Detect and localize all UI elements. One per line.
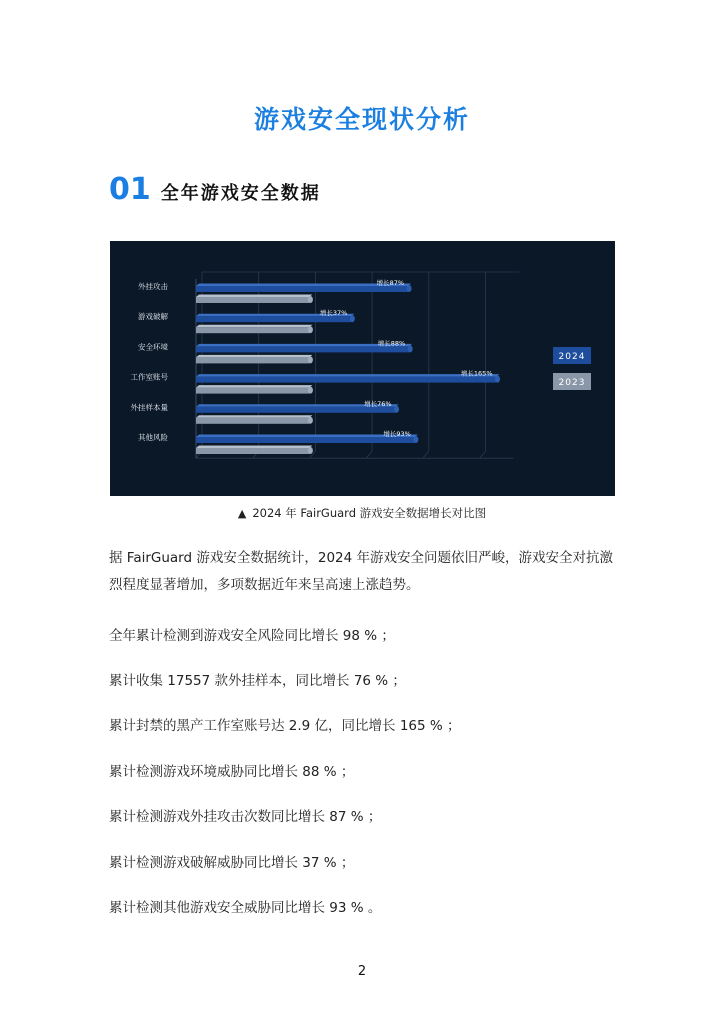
bar-cap <box>308 296 313 303</box>
bar-2023 <box>196 448 309 454</box>
page-title: 游戏安全现状分析 <box>253 105 470 134</box>
bar-cap <box>407 285 412 292</box>
category-label: 游戏破解 <box>138 312 168 322</box>
data-label: 增长165% <box>460 369 493 378</box>
bar-top-face <box>196 385 312 388</box>
stat-line: 全年累计检测到游戏安全风险同比增长 98 % ； <box>109 628 395 644</box>
data-label: 增长87% <box>376 279 405 287</box>
data-label: 增长88% <box>377 339 406 348</box>
stat-line: 累计检测游戏外挂攻击次数同比增长 87 % ； <box>109 809 382 825</box>
category-label: 安全环境 <box>138 342 168 352</box>
bar-chart <box>110 241 615 496</box>
chart-svg <box>110 241 615 496</box>
data-label: 增长93% <box>383 430 411 438</box>
legend-label: 2023 <box>558 378 586 388</box>
bar-cap <box>408 345 413 352</box>
grid-line <box>423 451 429 458</box>
section-title: 全年游戏安全数据 <box>160 183 321 204</box>
section-number: 01 <box>109 172 151 207</box>
bar-2023 <box>196 388 309 394</box>
category-label: 其他风险 <box>138 433 168 442</box>
data-label: 增长76% <box>364 399 392 408</box>
caption-text: 2024 年 FairGuard 游戏安全数据增长对比图 <box>252 506 487 520</box>
bar-2024 <box>196 377 497 383</box>
bar-top-face <box>196 295 312 298</box>
stat-line: 累计收集 17557 款外挂样本，同比增长 76 % ； <box>109 673 406 689</box>
category-label: 工作室账号 <box>130 372 168 382</box>
bar-cap <box>308 387 313 394</box>
triangle-up-icon: ▲ <box>237 507 247 520</box>
bar-top-face <box>196 374 500 377</box>
bar-2023 <box>196 327 309 333</box>
bar-top-face <box>196 325 312 328</box>
grid-line <box>480 451 486 458</box>
bar-top-face <box>196 446 312 449</box>
category-label: 外挂样本量 <box>130 402 168 412</box>
page-number: 2 <box>357 964 367 979</box>
legend-label: 2024 <box>558 352 586 362</box>
bar-2024 <box>196 437 415 443</box>
data-label: 增长37% <box>319 309 348 318</box>
stat-line: 累计检测其他游戏安全威胁同比增长 93 % 。 <box>109 900 382 916</box>
bar-2023 <box>196 418 309 424</box>
category-label: 外挂攻击 <box>138 282 168 291</box>
bar-cap <box>308 447 313 454</box>
bar-top-face <box>196 355 312 358</box>
intro-paragraph: 据 FairGuard 游戏安全数据统计，2024 年游戏安全问题依旧严峻，游戏安全对抗激烈程度显著增加，多项数据近年来呈高速上涨趋势。 <box>109 550 614 593</box>
bar-cap <box>495 376 500 383</box>
grid-line <box>366 451 372 458</box>
bar-cap <box>394 406 399 413</box>
bar-cap <box>308 356 313 363</box>
section-heading <box>109 172 321 212</box>
bar-cap <box>308 326 313 333</box>
bar-cap <box>350 315 355 322</box>
bar-cap <box>308 417 313 424</box>
stat-line: 累计封禁的黑产工作室账号达 2.9 亿，同比增长 165 % ； <box>109 718 461 734</box>
stat-line: 累计检测游戏破解威胁同比增长 37 % ； <box>109 855 355 871</box>
stat-line: 累计检测游戏环境威胁同比增长 88 % ； <box>109 764 355 780</box>
bar-top-face <box>196 415 312 418</box>
bar-2023 <box>196 297 309 303</box>
bar-2023 <box>196 357 309 363</box>
chart-caption <box>0 505 724 521</box>
bar-cap <box>413 436 418 443</box>
